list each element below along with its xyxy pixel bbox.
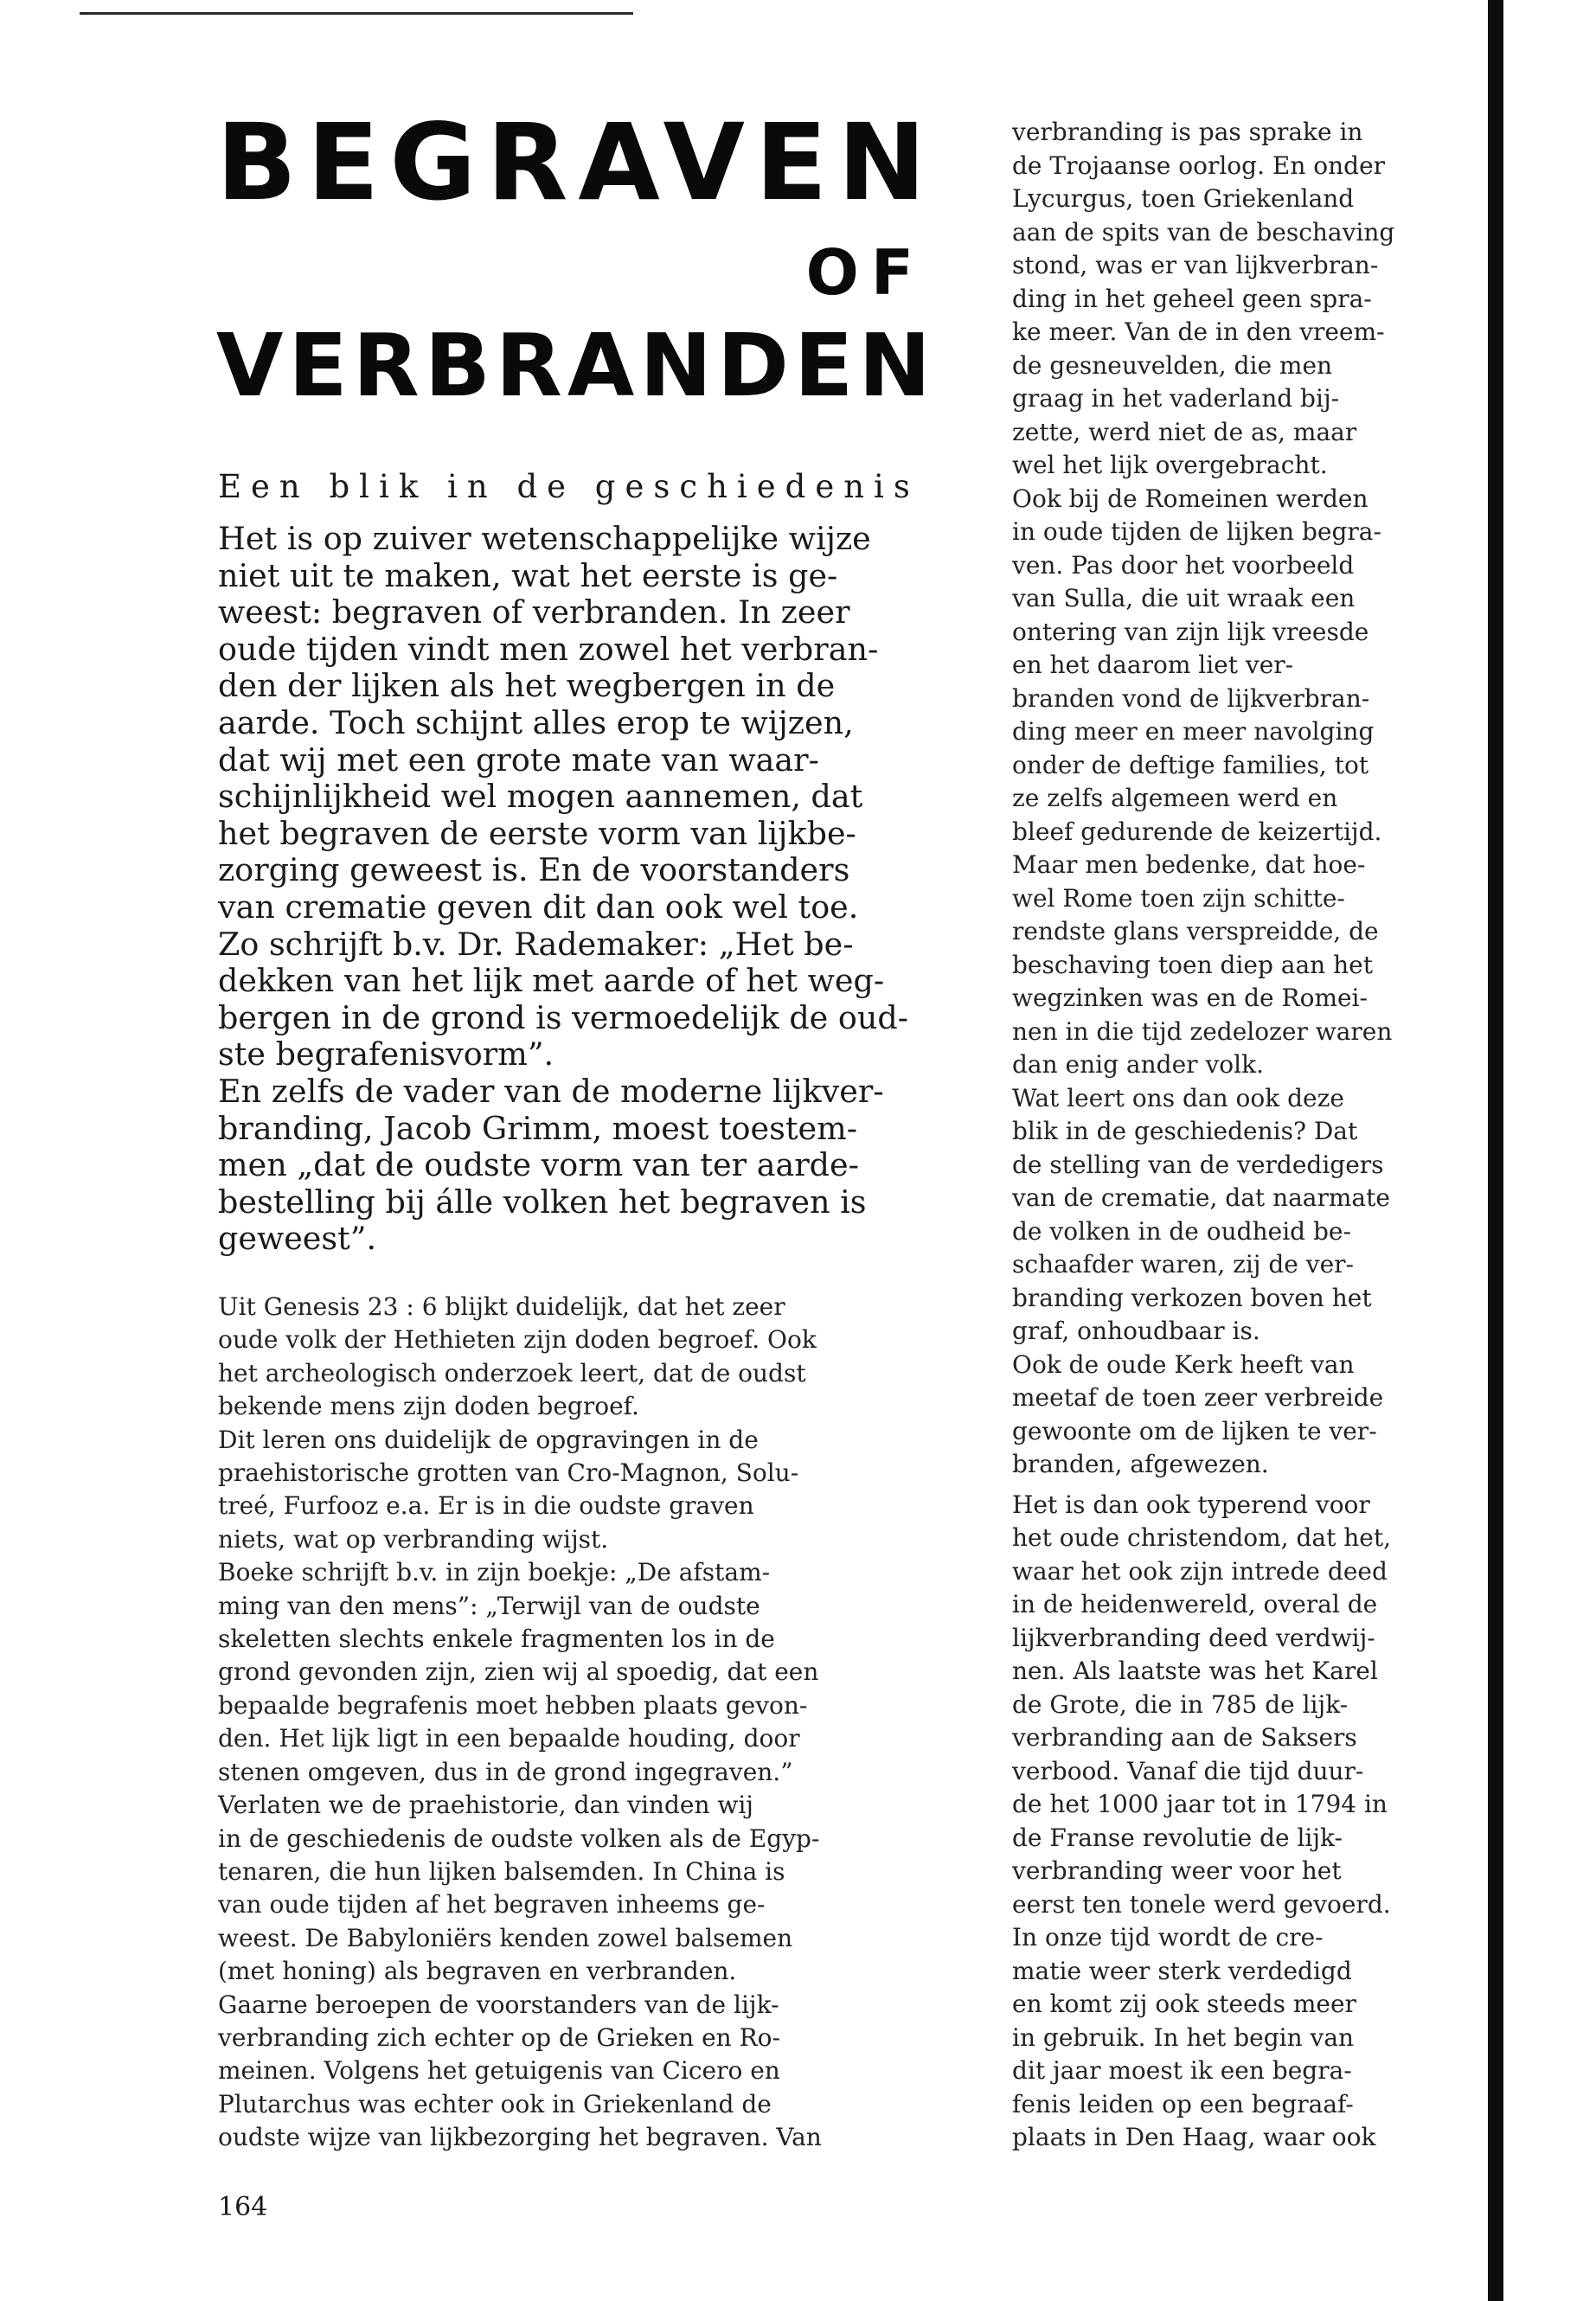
body-line: zette, werd niet de as, maar (1012, 417, 1357, 446)
body-line: matie weer sterk verdedigd (1012, 1956, 1352, 1985)
body-line: onder de deftige families, tot (1012, 750, 1369, 779)
body-line: bleef gedurende de keizertijd. (1012, 817, 1382, 846)
body-line: nen in die tijd zedelozer waren (1012, 1016, 1393, 1046)
body-line: Het is dan ook typerend voor (1012, 1490, 1370, 1519)
intro-line: geweest”. (218, 1220, 377, 1258)
body-line: praehistorische grotten van Cro-Magnon, Solu- (218, 1458, 799, 1488)
body-line: Plutarchus was echter ook in Griekenland de (218, 2089, 772, 2118)
body-line: en komt zij ook steeds meer (1012, 1990, 1356, 2018)
body-line: waar het ook zijn intrede deed (1012, 1556, 1388, 1586)
top-rule (80, 12, 633, 15)
intro-line: oude tijden vindt men zowel het verbran- (218, 630, 879, 668)
body-line: in de geschiedenis de oudste volken als de Egyp- (218, 1823, 820, 1853)
intro-line: ste begrafenisvorm”. (218, 1035, 554, 1074)
body-line: van Sulla, die uit wraak een (1012, 584, 1356, 612)
body-line: Ook bij de Romeinen werden (1012, 484, 1368, 513)
body-line: ontering van zijn lijk vreesde (1012, 617, 1369, 646)
left-column-body (218, 1291, 929, 2155)
body-line: weest. De Babyloniërs kenden zowel balsemen (218, 1923, 793, 1952)
body-line: stond, was er van lijkverbran- (1012, 251, 1379, 279)
intro-line: van crematie geven dit dan ook wel toe. (218, 888, 859, 926)
body-line: plaats in Den Haag, waar ook (1012, 2123, 1376, 2151)
body-line: de stelling van de verdedigers (1012, 1150, 1384, 1179)
body-line: Verlaten we de praehistorie, dan vinden wij (218, 1791, 753, 1820)
body-line: In onze tijd wordt de cre- (1012, 1923, 1324, 1952)
body-line: in de heidenwereld, overal de (1012, 1590, 1378, 1618)
body-line: wel het lijk overgebracht. (1012, 451, 1328, 479)
body-line: Ook de oude Kerk heeft van (1012, 1349, 1355, 1379)
body-line: de Grote, die in 785 de lijk- (1012, 1689, 1349, 1719)
body-line: het oude christendom, dat het, (1012, 1523, 1391, 1552)
intro-line: En zelfs de vader van de moderne lijkver- (218, 1072, 884, 1110)
intro-line: bestelling bij álle volken het begraven is (218, 1183, 867, 1221)
body-line: skeletten slechts enkele fragmenten los in de (218, 1625, 775, 1654)
body-line: meinen. Volgens het getuigenis van Cicero en (218, 2056, 780, 2086)
intro-line: branding, Jacob Grimm, moest toestem- (218, 1109, 858, 1147)
intro-line: schijnlijkheid wel mogen aannemen, dat (218, 778, 863, 816)
body-line: nen. Als laatste was het Karel (1012, 1657, 1378, 1685)
body-line: Gaarne beroepen de voorstanders van de lijk- (218, 1990, 779, 2019)
page-number: 164 (218, 2192, 268, 2222)
body-line: stenen omgeven, dus in de grond ingegraven.” (218, 1757, 793, 1786)
body-line: de volken in de oudheid be- (1012, 1216, 1351, 1246)
body-line: Wat leert ons dan ook deze (1012, 1083, 1344, 1112)
body-line: meetaf de toen zeer verbreide (1012, 1383, 1384, 1412)
body-line: verbranding aan de Saksers (1012, 1723, 1357, 1752)
body-line: aan de spits van de beschaving (1012, 217, 1395, 247)
intro-line: weest: begraven of verbranden. In zeer (218, 593, 850, 631)
body-line: Lycurgus, toen Griekenland (1012, 184, 1355, 213)
body-line: den. Het lijk ligt in een bepaalde houding, door (218, 1724, 800, 1753)
body-line: oudste wijze van lijkbezorging het begraven. Van (218, 2123, 822, 2152)
intro-line: dekken van het lijk met aarde of het weg- (218, 962, 885, 1000)
body-line: niets, wat op verbranding wijst. (218, 1524, 609, 1554)
body-line: beschaving toen diep aan het (1012, 950, 1373, 979)
body-line: graag in het vaderland bij- (1012, 384, 1340, 413)
body-line: in oude tijden de lijken begra- (1012, 517, 1381, 546)
paragraph-gap (1012, 1482, 1464, 1489)
body-line: wel Rome toen zijn schitte- (1012, 883, 1345, 913)
body-line: van de crematie, dat naarmate (1012, 1183, 1390, 1212)
body-line: Dit leren ons duidelijk de opgravingen in de (218, 1425, 759, 1454)
body-line: het archeologisch onderzoek leert, dat de oudst (218, 1358, 806, 1388)
body-line: (met honing) als begraven en verbranden. (218, 1957, 737, 1986)
intro-line: men „dat de oudste vorm van ter aarde- (218, 1146, 859, 1184)
body-line: grond gevonden zijn, zien wij al spoedig, dat een (218, 1657, 819, 1687)
title-line-of: OF (805, 236, 926, 309)
body-line: in gebruik. In het begin van (1012, 2022, 1355, 2052)
body-line: branden vond de lijkverbran- (1012, 683, 1370, 713)
body-line: de Franse revolutie de lijk- (1012, 1823, 1343, 1852)
intro-line: dat wij met een grote mate van waar- (218, 740, 819, 779)
intro-line: niet uit te maken, wat het eerste is ge- (218, 556, 838, 594)
body-line: ven. Pas door het voorbeeld (1012, 550, 1355, 580)
right-column-body (1012, 116, 1464, 2155)
body-line: graf, onhoudbaar is. (1012, 1317, 1260, 1345)
body-line: treé, Furfooz e.a. Er is in die oudste graven (218, 1491, 754, 1521)
body-line: rendste glans verspreidde, de (1012, 917, 1379, 945)
intro-line: Het is op zuiver wetenschappelijke wijze (218, 520, 871, 557)
body-line: de het 1000 jaar tot in 1794 in (1012, 1790, 1388, 1818)
intro-line: Zo schrijft b.v. Dr. Rademaker: „Het be- (218, 925, 854, 963)
body-line: eerst ten tonele werd gevoerd. (1012, 1889, 1391, 1919)
body-line: de gesneuvelden, die men (1012, 350, 1333, 380)
title-line-begraven: BEGRAVEN (216, 101, 937, 224)
body-line: tenaren, die hun lijken balsemden. In China is (218, 1856, 785, 1886)
body-line: Maar men bedenke, dat hoe- (1012, 850, 1366, 879)
body-line: bekende mens zijn doden begroef. (218, 1392, 639, 1421)
body-line: van oude tijden af het begraven inheems ge- (218, 1890, 766, 1920)
body-line: branden, afgewezen. (1012, 1450, 1269, 1478)
body-line: ze zelfs algemeen werd en (1012, 784, 1338, 812)
body-line: de Trojaanse oorlog. En onder (1012, 151, 1386, 180)
body-line: schaafder waren, zij de ver- (1012, 1250, 1354, 1279)
intro-line: zorging geweest is. En de voorstanders (218, 851, 850, 889)
subtitle: Een blik in de geschiedenis (218, 468, 920, 505)
title-line-verbranden: VERBRANDEN (216, 315, 937, 416)
intro-line: bergen in de grond is vermoedelijk de oud- (218, 998, 909, 1036)
body-line: ke meer. Van de in den vreem- (1012, 317, 1385, 346)
body-line: lijkverbranding deed verdwij- (1012, 1623, 1375, 1652)
body-line: Boeke schrijft b.v. in zijn boekje: „De afstam- (218, 1558, 771, 1587)
body-line: verbranding weer voor het (1012, 1856, 1342, 1885)
body-line: oude volk der Hethieten zijn doden begroef. Ook (218, 1325, 817, 1355)
body-line: ding meer en meer navolging (1012, 717, 1375, 746)
body-line: en het daarom liet ver- (1012, 651, 1294, 679)
body-line: bepaalde begrafenis moet hebben plaats gevon- (218, 1690, 808, 1720)
scan-edge-bar (1488, 0, 1503, 2301)
body-line: fenis leiden op een begraaf- (1012, 2089, 1354, 2118)
body-line: blik in de geschiedenis? Dat (1012, 1117, 1358, 1145)
intro-line: aarde. Toch schijnt alles erop te wijzen, (218, 703, 854, 741)
body-line: verbranding zich echter op de Grieken en Ro- (218, 2022, 780, 2052)
intro-line: het begraven de eerste vorm van lijkbe- (218, 814, 856, 852)
body-line: branding verkozen boven het (1012, 1283, 1372, 1312)
body-line: dan enig ander volk. (1012, 1050, 1264, 1079)
intro-line: den der lijken als het wegbergen in de (218, 667, 836, 705)
intro-paragraph (218, 521, 927, 1258)
body-line: verbood. Vanaf die tijd duur- (1012, 1756, 1364, 1785)
body-line: dit jaar moest ik een begra- (1012, 2056, 1352, 2085)
body-line: wegzinken was en de Romei- (1012, 984, 1368, 1012)
body-line: ding in het geheel geen spra- (1012, 284, 1372, 313)
body-line: ming van den mens”: „Terwijl van de oudste (218, 1591, 760, 1620)
body-line: gewoonte om de lijken te ver- (1012, 1416, 1377, 1445)
body-line: Uit Genesis 23 : 6 blijkt duidelijk, dat het zeer (218, 1292, 785, 1321)
body-line: verbranding is pas sprake in (1012, 118, 1363, 146)
